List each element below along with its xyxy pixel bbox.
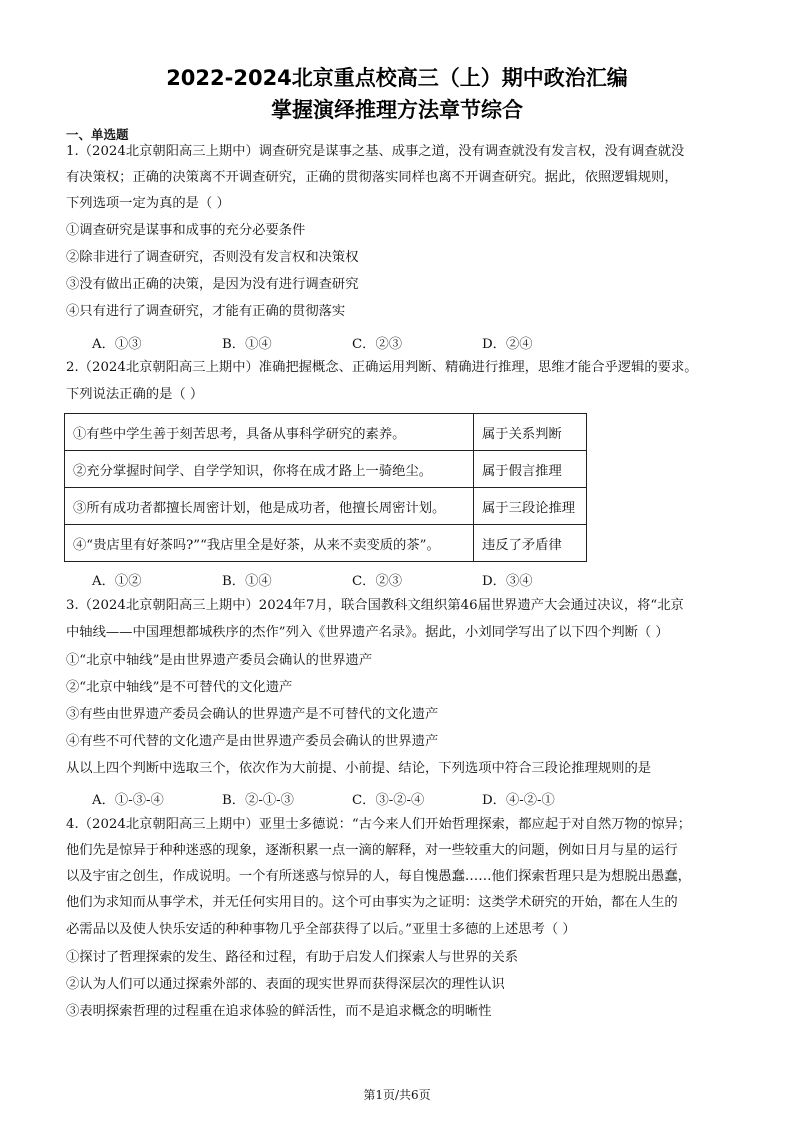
question-text-line: 下列选项一定为真的是（ ） bbox=[66, 196, 230, 211]
section-heading: 一、单选题 bbox=[66, 127, 129, 142]
option-b[interactable]: B．②-①-③ bbox=[222, 793, 294, 808]
statement-line: ①探讨了哲理探索的发生、路径和过程，有助于启发人们探索人与世界的关系 bbox=[66, 950, 519, 965]
option-b[interactable]: B．①④ bbox=[222, 574, 272, 589]
table-cell-type: 属于假言推理 bbox=[474, 451, 587, 488]
question-text-line: 有决策权；正确的决策离不开调查研究，正确的贯彻落实同样也离不开调查研究。据此，依照逻辑规则， bbox=[66, 170, 678, 185]
table-row bbox=[65, 414, 587, 451]
statement-line: ①调查研究是谋事和成事的充分必要条件 bbox=[66, 223, 306, 238]
table-cell-type: 属于关系判断 bbox=[474, 414, 587, 451]
option-c[interactable]: C．②③ bbox=[352, 574, 403, 589]
option-d[interactable]: D．②④ bbox=[482, 337, 533, 352]
table-cell-type: 属于三段论推理 bbox=[474, 488, 587, 525]
statement-line: ③有些由世界遗产委员会确认的世界遗产是不可替代的文化遗产 bbox=[66, 707, 439, 722]
document-subtitle: 掌握演绎推理方法章节综合 bbox=[271, 98, 523, 122]
option-a[interactable]: A．①③ bbox=[92, 337, 142, 352]
statement-line: ②认为人们可以通过探索外部的、表面的现实世界而获得深层次的理性认识 bbox=[66, 977, 505, 992]
question-text-line: 下列说法正确的是（ ） bbox=[66, 387, 204, 402]
table-row bbox=[65, 451, 587, 488]
question-text-line: 1.（2024北京朝阳高三上期中）调查研究是谋事之基、成事之道，没有调查就没有发言权，没有调查就没 bbox=[66, 144, 685, 159]
question-text-line: 以及宇宙之创生，作成说明。一个有所迷惑与惊异的人，每自愧愚蠢……他们探索哲理只是为想脱出愚蠢， bbox=[66, 869, 691, 884]
option-a[interactable]: A．①-③-④ bbox=[92, 793, 164, 808]
statement-line: ②除非进行了调查研究，否则没有发言权和决策权 bbox=[66, 250, 359, 265]
table-cell-statement: ②充分掌握时间学、自学学知识，你将在成才路上一骑绝尘。 bbox=[65, 451, 474, 488]
judgment-table bbox=[64, 413, 587, 562]
table-cell-statement: ③所有成功者都擅长周密计划，他是成功者，他擅长周密计划。 bbox=[65, 488, 474, 525]
statement-line: ②“北京中轴线”是不可替代的文化遗产 bbox=[66, 680, 293, 695]
question-text-line: 从以上四个判断中选取三个，依次作为大前提、小前提、结论，下列选项中符合三段论推理规则的是 bbox=[66, 761, 652, 776]
option-b[interactable]: B．①④ bbox=[222, 337, 272, 352]
option-d[interactable]: D．④-②-① bbox=[482, 793, 555, 808]
statement-line: ①“北京中轴线”是由世界遗产委员会确认的世界遗产 bbox=[66, 653, 373, 668]
table-cell-statement: ①有些中学生善于刻苦思考，具备从事科学研究的素养。 bbox=[65, 414, 474, 451]
answer-options bbox=[92, 570, 612, 589]
table-cell-statement: ④“贵店里有好茶吗?”“我店里全是好茶，从来不卖变质的茶”。 bbox=[65, 525, 474, 562]
question-text-line: 中轴线——中国理想都城秩序的杰作”列入《世界遗产名录》。据此，小刘同学写出了以下四个判断（ ） bbox=[66, 625, 669, 640]
document-title: 2022-2024北京重点校高三（上）期中政治汇编 bbox=[166, 66, 628, 90]
table-row bbox=[65, 525, 587, 562]
statement-line: ③表明探索哲理的过程重在追求体验的鲜活性，而不是追求概念的明晰性 bbox=[66, 1004, 492, 1019]
question-text-line: 他们先是惊异于种种迷惑的现象，逐渐积累一点一滴的解释，对一些较重大的问题，例如日月与星的运行 bbox=[66, 843, 678, 858]
option-c[interactable]: C．③-②-④ bbox=[352, 793, 425, 808]
option-a[interactable]: A．①② bbox=[92, 574, 142, 589]
question-text-line: 2.（2024北京朝阳高三上期中）准确把握概念、正确运用判断、精确进行推理，思维才能合乎逻辑的要求。 bbox=[66, 360, 698, 375]
table-row bbox=[65, 488, 587, 525]
answer-options bbox=[92, 789, 612, 808]
statement-line: ③没有做出正确的决策，是因为没有进行调查研究 bbox=[66, 277, 359, 292]
page-footer: 第1页/共6页 bbox=[363, 1088, 431, 1102]
statement-line: ④只有进行了调查研究，才能有正确的贯彻落实 bbox=[66, 304, 346, 319]
statement-line: ④有些不可代替的文化遗产是由世界遗产委员会确认的世界遗产 bbox=[66, 734, 439, 749]
option-d[interactable]: D．③④ bbox=[482, 574, 533, 589]
question-text-line: 4.（2024北京朝阳高三上期中）亚里士多德说：“古今来人们开始哲理探索，都应起于对自然万物的惊异； bbox=[66, 817, 692, 832]
question-text-line: 必需品以及使人快乐安适的种种事物几乎全部获得了以后。”亚里士多德的上述思考（ ） bbox=[66, 922, 576, 937]
table-cell-type: 违反了矛盾律 bbox=[474, 525, 587, 562]
question-text-line: 3.（2024北京朝阳高三上期中）2024年7月，联合国教科文组织第46届世界遗产大会通过决议，将“北京 bbox=[66, 598, 684, 613]
option-c[interactable]: C．②③ bbox=[352, 337, 403, 352]
answer-options bbox=[92, 333, 612, 352]
question-text-line: 他们为求知而从事学术，并无任何实用目的。这个可由事实为之证明：这类学术研究的开始，都在人生的 bbox=[66, 895, 678, 910]
